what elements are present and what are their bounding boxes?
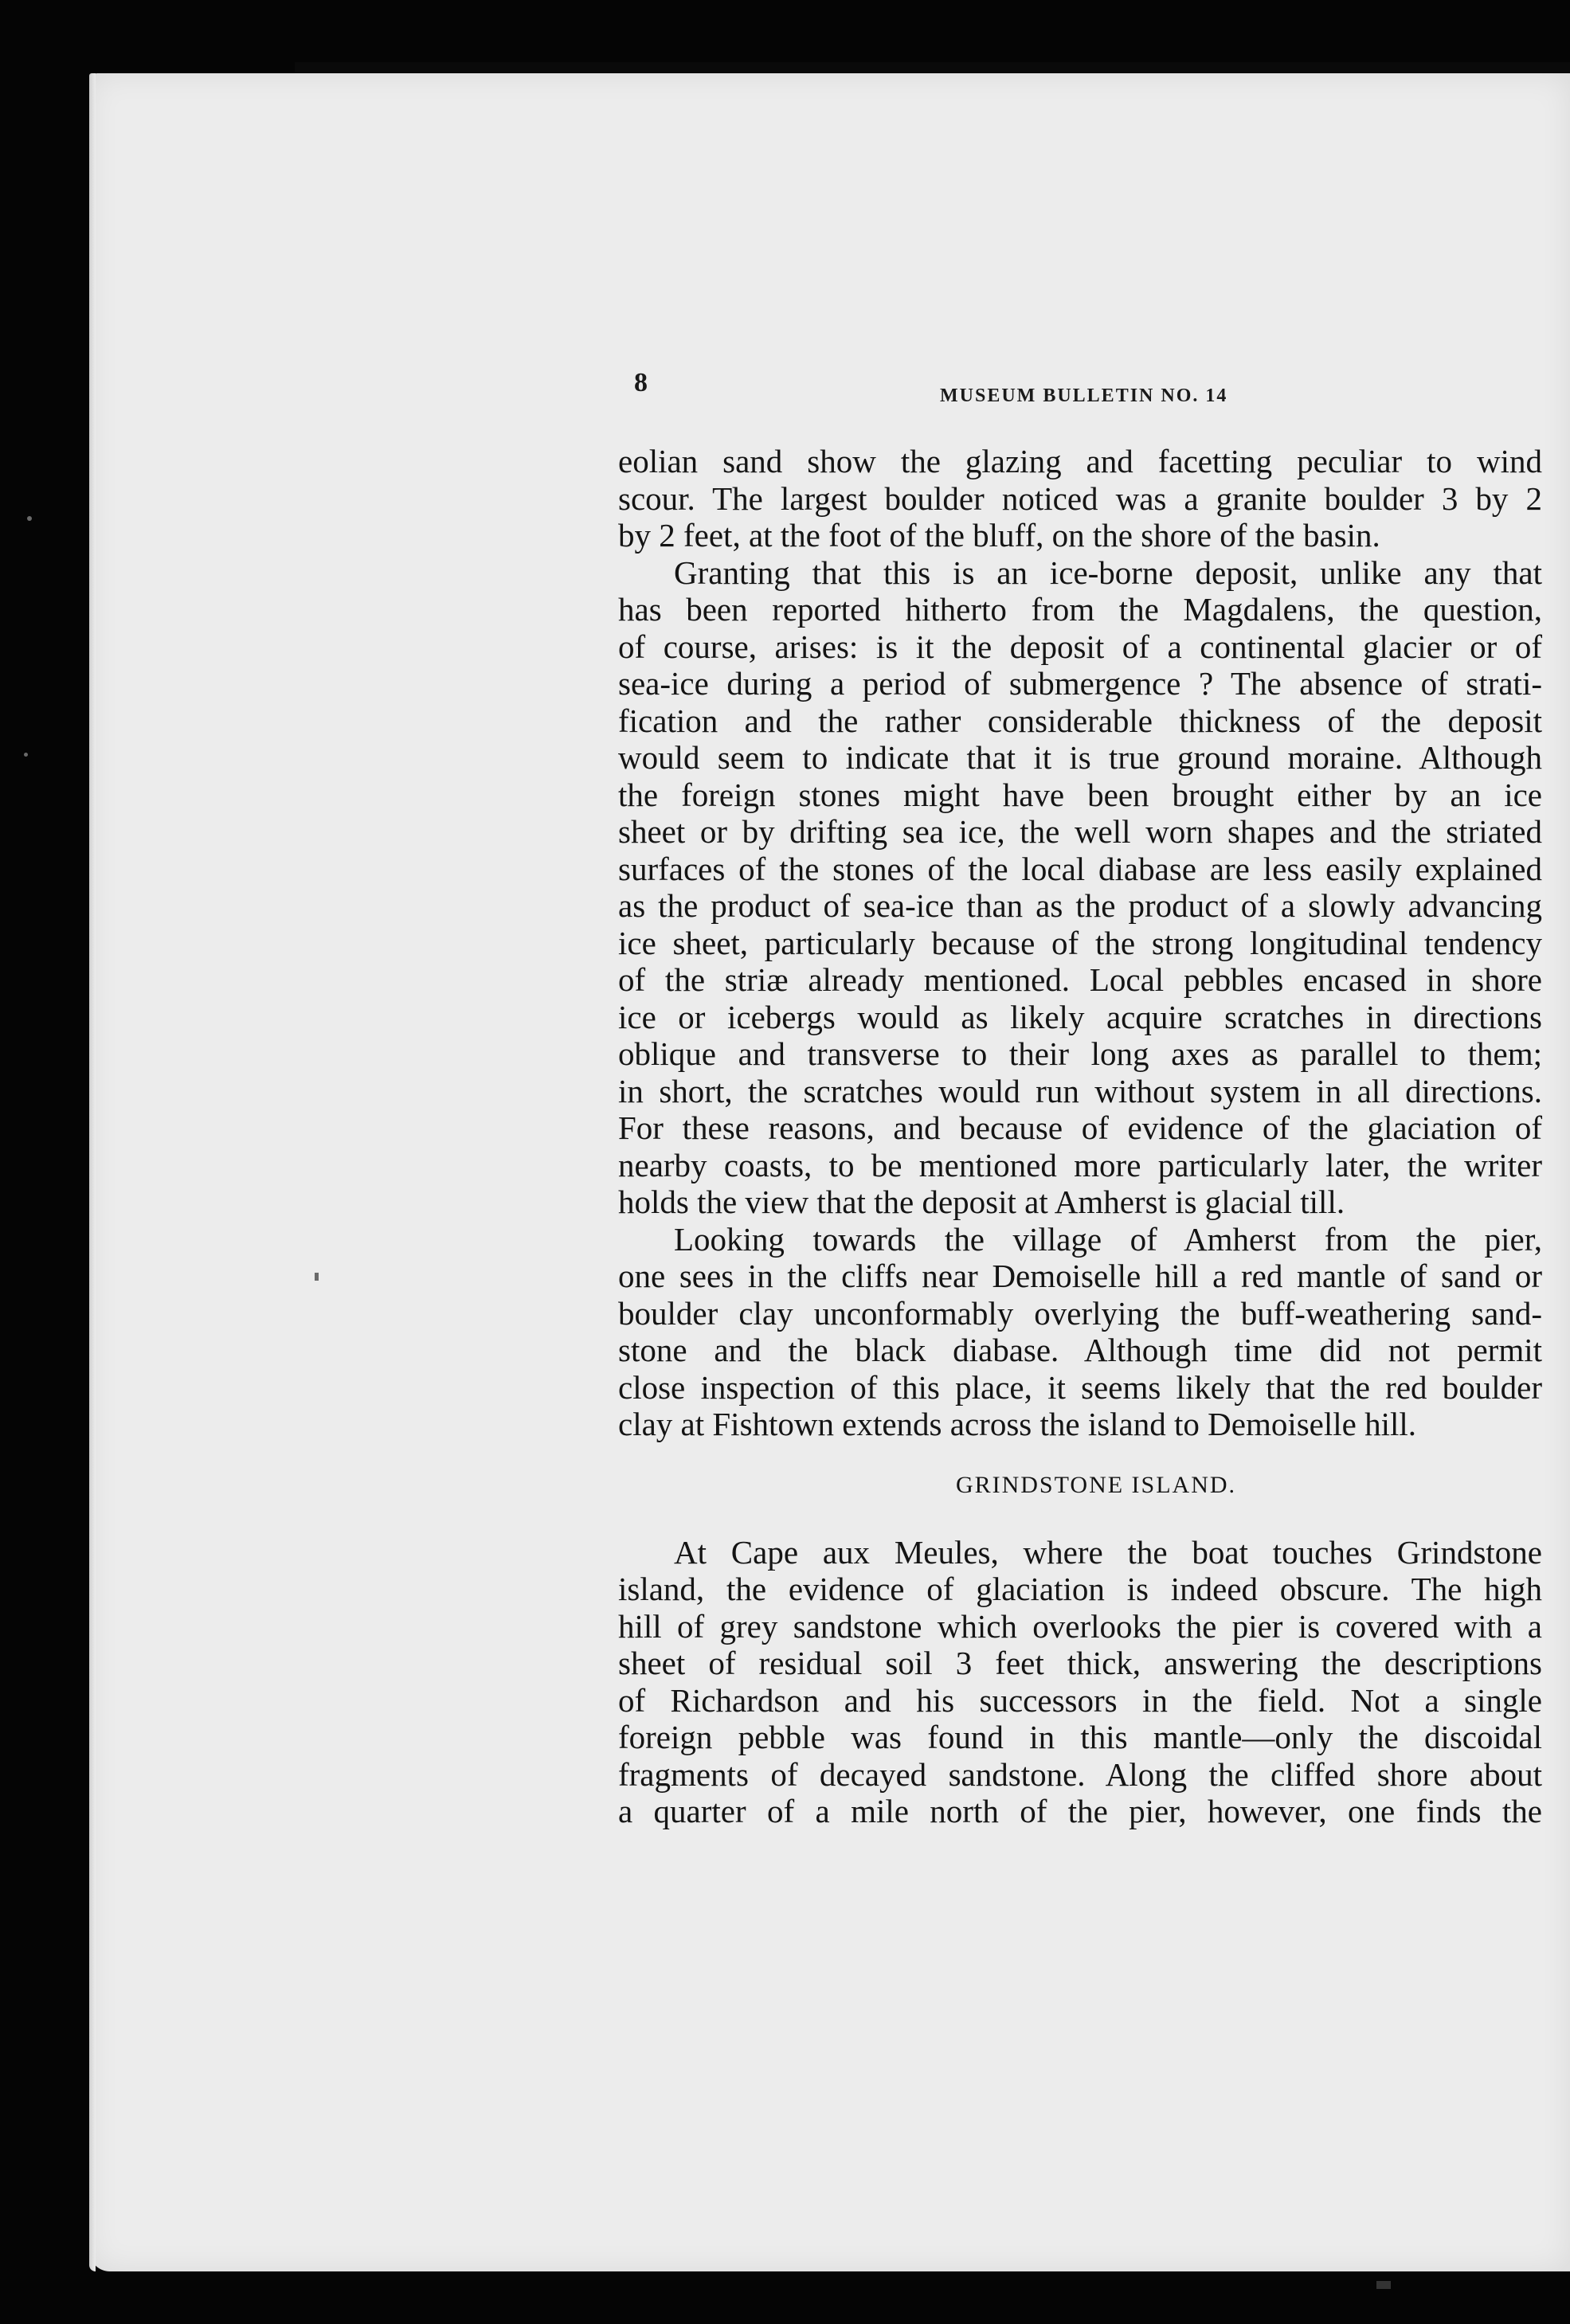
text-line: by 2 feet, at the foot of the bluff, on the shore of the basin.	[618, 517, 1380, 554]
text-line: close inspection of this place, it seems likely that the red boulder	[618, 1368, 1542, 1406]
text-line: oblique and transverse to their long axes as parallel to them;	[618, 1035, 1542, 1072]
margin-speck	[24, 753, 28, 757]
running-head: MUSEUM BULLETIN NO. 14	[940, 385, 1228, 406]
text-line: ice or icebergs would as likely acquire scratches in directions	[618, 998, 1542, 1035]
text-line: of the striæ already mentioned. Local pebbles encased in shore	[618, 961, 1542, 998]
text-line: fication and the rather considerable thickness of the deposit	[618, 702, 1542, 739]
section-heading: GRINDSTONE ISLAND.	[955, 1471, 1237, 1498]
text-line: Looking towards the village of Amherst from the pier,	[674, 1220, 1542, 1258]
text-line: of course, arises: is it the deposit of a continental glacier or of	[618, 628, 1542, 665]
body-text	[618, 443, 1542, 1830]
text-line: in short, the scratches would run without system in all directions.	[618, 1072, 1542, 1109]
text-line: sheet or by drifting sea ice, the well worn shapes and the striated	[618, 813, 1542, 850]
text-line: nearby coasts, to be mentioned more particularly later, the writer	[618, 1146, 1542, 1184]
text-line: eolian sand show the glazing and facetting peculiar to wind	[618, 443, 1542, 479]
text-line: sheet of residual soil 3 feet thick, answering the descriptions	[618, 1645, 1542, 1681]
margin-speck	[1376, 2281, 1391, 2289]
text-line: holds the view that the deposit at Amherst is glacial till.	[618, 1184, 1345, 1220]
margin-speck	[315, 1273, 319, 1281]
page-number: 8	[634, 368, 648, 397]
text-line: one sees in the cliffs near Demoiselle hill a red mantle of sand or	[618, 1258, 1542, 1294]
paragraph	[618, 554, 1542, 1221]
text-line: hill of grey sandstone which overlooks the pier is covered with a	[618, 1607, 1542, 1645]
text-line: sea-ice during a period of submergence ? The absence of strati-	[618, 665, 1542, 702]
text-line: For these reasons, and because of evidence of the glaciation of	[618, 1109, 1542, 1146]
text-line: stone and the black diabase. Although time did not permit	[618, 1332, 1542, 1368]
page-left-edge	[89, 73, 96, 2271]
paragraph	[618, 1534, 1542, 1830]
text-line: a quarter of a mile north of the pier, however, one finds the	[618, 1793, 1542, 1829]
text-line: island, the evidence of glaciation is indeed obscure. The high	[618, 1571, 1542, 1607]
text-line: scour. The largest boulder noticed was a granite boulder 3 by 2	[618, 479, 1542, 517]
text-line: fragments of decayed sandstone. Along the cliffed shore about	[618, 1755, 1542, 1793]
text-line: boulder clay unconformably overlying the buff-weathering sand-	[618, 1294, 1542, 1332]
text-line: Granting that this is an ice-borne deposit, unlike any that	[674, 554, 1542, 591]
text-line: as the product of sea-ice than as the product of a slowly advancing	[618, 887, 1542, 924]
text-line: foreign pebble was found in this mantle—only the discoidal	[618, 1719, 1542, 1755]
text-line: of Richardson and his successors in the field. Not a single	[618, 1681, 1542, 1719]
text-line: At Cape aux Meules, where the boat touches Grindstone	[674, 1533, 1542, 1571]
text-line: has been reported hitherto from the Magdalens, the question,	[618, 591, 1542, 628]
text-line: surfaces of the stones of the local diabase are less easily explained	[618, 850, 1542, 887]
margin-speck	[27, 516, 32, 521]
text-line: ice sheet, particularly because of the strong longitudinal tendency	[618, 924, 1542, 961]
paragraph	[618, 1221, 1542, 1443]
text-line: would seem to indicate that it is true ground moraine. Although	[618, 739, 1542, 776]
paragraph	[618, 443, 1542, 554]
text-line: the foreign stones might have been brought either by an ice	[618, 776, 1542, 813]
text-line: clay at Fishtown extends across the island to Demoiselle hill.	[618, 1406, 1417, 1442]
